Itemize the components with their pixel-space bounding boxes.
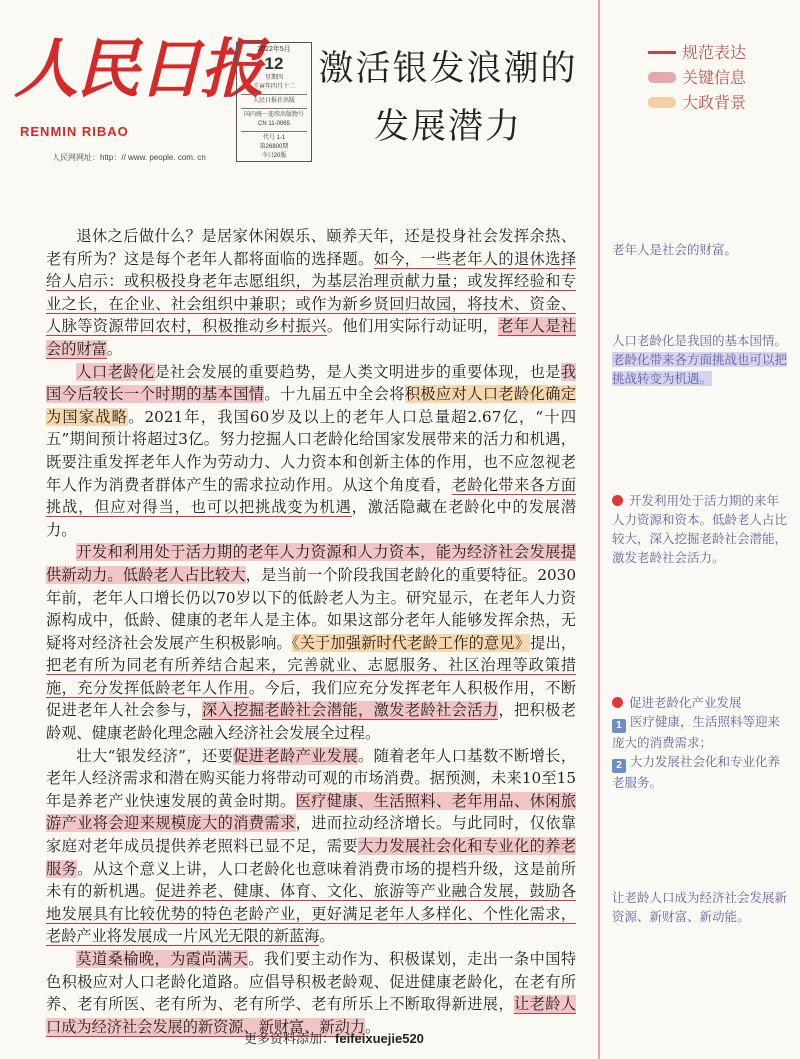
number-one-icon: 1 bbox=[612, 719, 626, 733]
key-info-highlight: 莫道桑榆晚，为霞尚满天 bbox=[76, 950, 249, 968]
lunar-date: 壬寅年四月十二 bbox=[252, 84, 295, 90]
headline-line-2: 发展潜力 bbox=[373, 107, 522, 147]
paragraph-3: 开发和利用处于活力期的老年人力资源和人力资本，能为经济社会发展提供新动力。低龄老人占比较大，是当前一个阶段我国老龄化的重要特征。2030年前，老年人口增长仍以70岁以下的低龄老人为主。研究显示，在老年人力资源构成中，低龄、健康的老年人是主体。如果这部分老年人能够发挥余热，无疑将对经济社会发展产生积极影响。《关于加强新时代老龄工作的意见》提出，把老有所为同老有所养结合起来，完善就业、志愿服务、社区治理等政策措施，充分发挥低龄老年人作用。今后，我们应充分发挥老年人积极作用，不断促进老年人社会参与，深入挖掘老龄社会潜能，激发老龄社会活力，把积极老龄观、健康老龄化理念融入经济社会发展全过程。 bbox=[46, 543, 577, 743]
paragraph-2: 人口老龄化是社会发展的重要趋势，是人类文明进步的重要体现，也是我国今后较长一个时期的基本国情。十九届五中全会将积极应对人口老龄化确定为国家战略。2021年，我国60岁及以上的老年人口总量超2.67亿，“十四五”期间预计将超过3亿。努力挖掘人口老龄化给国家发展带来的活力和机遇，既要注重发挥老年人作为劳动力、人力资本和创新主体的作用，也不应忽视老年人作为消费者群体产生的需求拉动作用。从这个角度看，老龄化带来各方面挑战，但应对得当，也可以把挑战变为机遇，激活隐藏在老龄化中的发展潜力。 bbox=[46, 362, 577, 539]
serial-code-1: 国内统一连续出版物号 bbox=[243, 112, 304, 118]
red-dot-icon bbox=[612, 495, 623, 506]
issue-number: 第26800期 bbox=[259, 144, 289, 150]
key-info-highlight: 让老龄人口成为经济社会发展的新资源、新财富、新动力 bbox=[46, 995, 577, 1036]
legend-item-key-info: 关键信息 bbox=[648, 65, 746, 90]
key-info-highlight: 促进老龄产业发展 bbox=[233, 746, 358, 765]
headline-line-1: 激活银发浪潮的 bbox=[318, 49, 578, 89]
key-info-highlight: 老年人是社会的财富 bbox=[46, 317, 577, 358]
side-note-4: 促进老龄化产业发展 1 医疗健康，生活照料等迎来庞大的消费需求； 2 大力发展社会化和专业化养老服务。 bbox=[612, 695, 781, 790]
side-note-5: 让老龄人口成为经济社会发展新资源、新财富、新动能。 bbox=[612, 890, 788, 924]
underlined-phrase: 如今，一些老年人的退休选择给人启示：或积极投身老年志愿组织，为基层治理贡献力量；或发挥经验和专业之长，在企业、社会组织中兼职；或作为新乡贤回归故园，将技术、资金、人脉等资源带回农村，积极推动乡村振兴 bbox=[46, 249, 577, 336]
article-body bbox=[46, 225, 576, 1038]
number-two-icon: 2 bbox=[612, 759, 626, 773]
paragraph-4: 壮大“银发经济”，还要促进老龄产业发展。随着老年人口基数不断增长，老年人经济需求和潜在购买能力将带动可观的市场消费。据预测，未来10至15年是养老产业快速发展的黄金时期。医疗健康、生活照料、老年用品、休闲旅游产业将会迎来规模庞大的消费需求，进而拉动经济增长。与此同时，仅依靠家庭对老年成员提供养老照料已显不足，需要大力发展社会化和专业化的养老服务。从这个意义上讲，人口老龄化也意味着消费市场的提档升级，这是前所未有的新机遇。促进养老、健康、体育、文化、旅游等产业融合发展，鼓励各地发展具有比较优势的特色老龄产业，更好满足老年人多样化、个性化需求，老龄产业将发展成一片风光无限的新蓝海。 bbox=[46, 746, 577, 946]
footer-contact: 更多资料添加：feifeixuejie520 bbox=[244, 1031, 424, 1047]
serial-code-2: CN 11-0065 bbox=[258, 121, 290, 127]
underlined-phrase: 把老有所为同老有所养结合起来，完善就业、志愿服务、社区治理等政策措施，充分发挥低龄老年人作用 bbox=[46, 656, 576, 697]
side-note-3: 开发利用处于活力期的来年人力资源和资本。低龄老人占比较大，深入挖掘老龄社会潜能，激发老龄社会活力。 bbox=[612, 493, 788, 565]
masthead-title: 人民日报 bbox=[14, 32, 262, 107]
margin-divider-line bbox=[598, 0, 600, 1059]
legend-item-standard-expression: 规范表达 bbox=[648, 40, 746, 65]
masthead-website: 人民网网址：http：// www. people. com. cn bbox=[52, 153, 206, 162]
date-year-month: 2022年5月 bbox=[257, 46, 291, 53]
side-note-2: 人口老龄化是我国的基本国情。 老龄化带来各方面挑战也可以把挑战转变为机遇。 bbox=[612, 333, 788, 386]
underlined-phrase: 促进养老、健康、体育、文化、旅游等产业融合发展，鼓励各地发展具有比较优势的特色老龄产业，更好满足老年人多样化、个性化需求，老龄产业将发展成一片风光无限的新蓝海 bbox=[46, 882, 577, 946]
page-count: 今日20版 bbox=[261, 153, 287, 159]
side-note-1: 老年人是社会的财富。 bbox=[612, 242, 738, 257]
publisher: 人民日报社出版 bbox=[252, 98, 295, 104]
weekday: 星期四 bbox=[264, 75, 283, 81]
serial-code-3: 代号 1-1 bbox=[262, 135, 286, 141]
legend-item-policy-background: 大政背景 bbox=[648, 90, 746, 115]
date-day: 12 bbox=[264, 54, 284, 73]
policy-highlight: 《关于加强新时代老龄工作的意见》 bbox=[291, 633, 531, 652]
policy-highlight: 积极应对人口老龄化确定为国家战略 bbox=[46, 385, 577, 426]
masthead-english: RENMIN RIBAO bbox=[20, 124, 129, 139]
key-info-highlight: 深入挖掘老龄社会潜能，激发老龄社会活力 bbox=[202, 701, 499, 720]
key-info-highlight: 大力发展社会化和专业化的养老服务 bbox=[46, 837, 577, 878]
paragraph-5: 莫道桑榆晚，为霞尚满天。我们要主动作为、积极谋划，走出一条中国特色积极应对人口老龄化道路。应倡导积极老龄观、促进健康老龄化，在老有所养、老有所医、老有所为、老有所学、老有所乐上不断取得新进展，让老龄人口成为经济社会发展的新资源、新财富、新动力。 bbox=[46, 950, 577, 1036]
newspaper-masthead bbox=[14, 32, 304, 168]
key-info-highlight: 开发和利用处于活力期的老年人力资源和人力资本，能为经济社会发展提供新动力。低龄老人占比较大 bbox=[46, 543, 576, 584]
article-headline bbox=[300, 40, 596, 156]
underlined-phrase: 老龄化带来各方面挑战，但应对得当，也可以把挑战变为机遇 bbox=[46, 475, 577, 517]
annotation-legend bbox=[648, 40, 746, 115]
note-highlight: 老龄化带来各方面挑战也可以把挑战转变为机遇。 bbox=[612, 352, 788, 386]
paragraph-1: 退休之后做什么？是居家休闲娱乐、颐养天年，还是投身社会发挥余热、老有所为？这是每个老年人都将面临的选择题。如今，一些老年人的退休选择给人启示：或积极投身老年志愿组织，为基层治理贡献力量；或发挥经验和专业之长，在企业、社会组织中兼职；或作为新乡贤回归故园，将技术、资金、人脉等资源带回农村，积极推动乡村振兴。他们用实际行动证明，老年人是社会的财富。 bbox=[46, 227, 577, 358]
key-info-highlight: 我国今后较长一个时期的基本国情 bbox=[46, 362, 577, 404]
red-dot-icon bbox=[612, 697, 623, 708]
key-info-highlight: 人口老龄化 bbox=[76, 362, 155, 381]
key-info-highlight: 医疗健康、生活照料、老年用品、休闲旅游产业将会迎来规模庞大的消费需求 bbox=[46, 791, 577, 833]
